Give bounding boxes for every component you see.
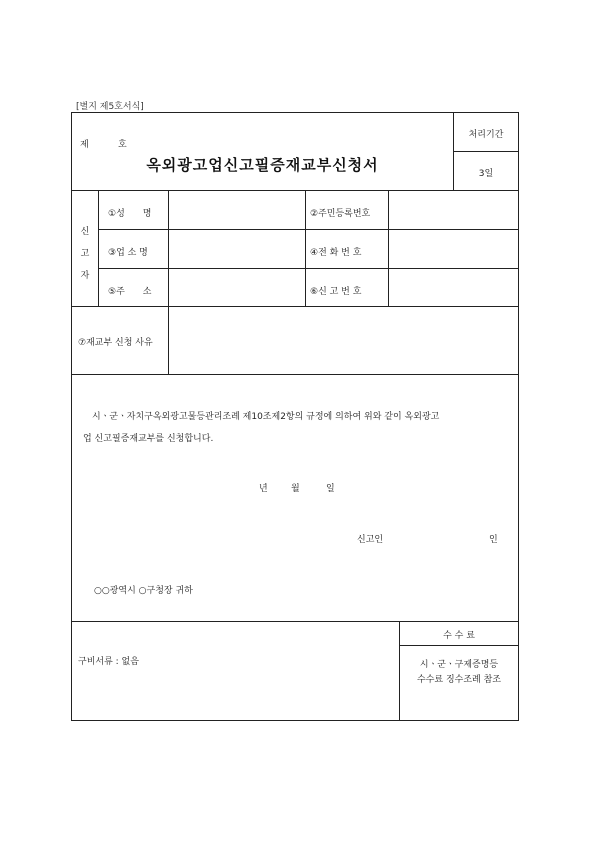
processing-period-label: 처리기간 (468, 130, 504, 140)
reporter-side-label-2: 고 (80, 249, 90, 259)
number-label-prefix: 제 (80, 140, 89, 150)
business-name-field[interactable] (169, 230, 304, 267)
form-number-label: [별지 제5호서식] (76, 102, 144, 112)
divider (98, 190, 99, 306)
number-label-suffix: 호 (118, 140, 127, 150)
reason-field[interactable] (169, 307, 518, 373)
addressee: ○○광역시 ○구청장 귀하 (94, 586, 193, 596)
fee-line-1: 시ㆍ군ㆍ구제증명등 (419, 660, 499, 670)
phone-label: ④전 화 번 호 (310, 248, 362, 258)
reason-label: ⑦재교부 신청 사유 (78, 338, 153, 348)
processing-period-value: 3일 (478, 169, 494, 179)
date-month-label: 월 (291, 484, 300, 494)
date-year-label: 년 (259, 484, 268, 494)
address-label: ⑤주 소 (108, 287, 152, 297)
fee-line-2: 수수료 징수조례 참조 (417, 675, 501, 685)
statement-line-1: 시ㆍ군ㆍ자치구옥외광고물등관리조례 제10조제2항의 규정에 의하여 위와 같이 옥외광고 (92, 412, 440, 422)
applicant-field[interactable] (392, 527, 487, 547)
divider (453, 113, 454, 191)
business-name-label: ③업 소 명 (108, 248, 148, 258)
application-form (71, 112, 519, 721)
reporter-side-label-1: 신 (80, 227, 90, 237)
divider (305, 190, 306, 306)
resident-number-field[interactable] (389, 191, 518, 228)
phone-field[interactable] (389, 230, 518, 267)
name-field[interactable] (169, 191, 304, 228)
divider (72, 374, 519, 375)
resident-number-label: ②주민등록번호 (310, 209, 371, 219)
report-number-field[interactable] (389, 269, 518, 305)
divider (399, 645, 519, 646)
applicant-label: 신고인 (357, 535, 384, 545)
seal-label: 인 (489, 535, 498, 545)
address-field[interactable] (169, 269, 304, 305)
name-label: ①성 명 (108, 209, 152, 219)
required-documents: 구비서류 : 없음 (78, 657, 139, 667)
date-day-label: 일 (326, 484, 335, 494)
divider (453, 151, 519, 152)
reporter-side-label-3: 자 (80, 271, 90, 281)
form-title: 옥외광고업신고필증재교부신청서 (146, 156, 379, 174)
fee-header: 수 수 료 (443, 631, 475, 641)
report-number-label: ⑥신 고 번 호 (310, 287, 362, 297)
statement-line-2: 업 신고필증재교부를 신청합니다. (83, 434, 214, 444)
divider (72, 621, 519, 622)
